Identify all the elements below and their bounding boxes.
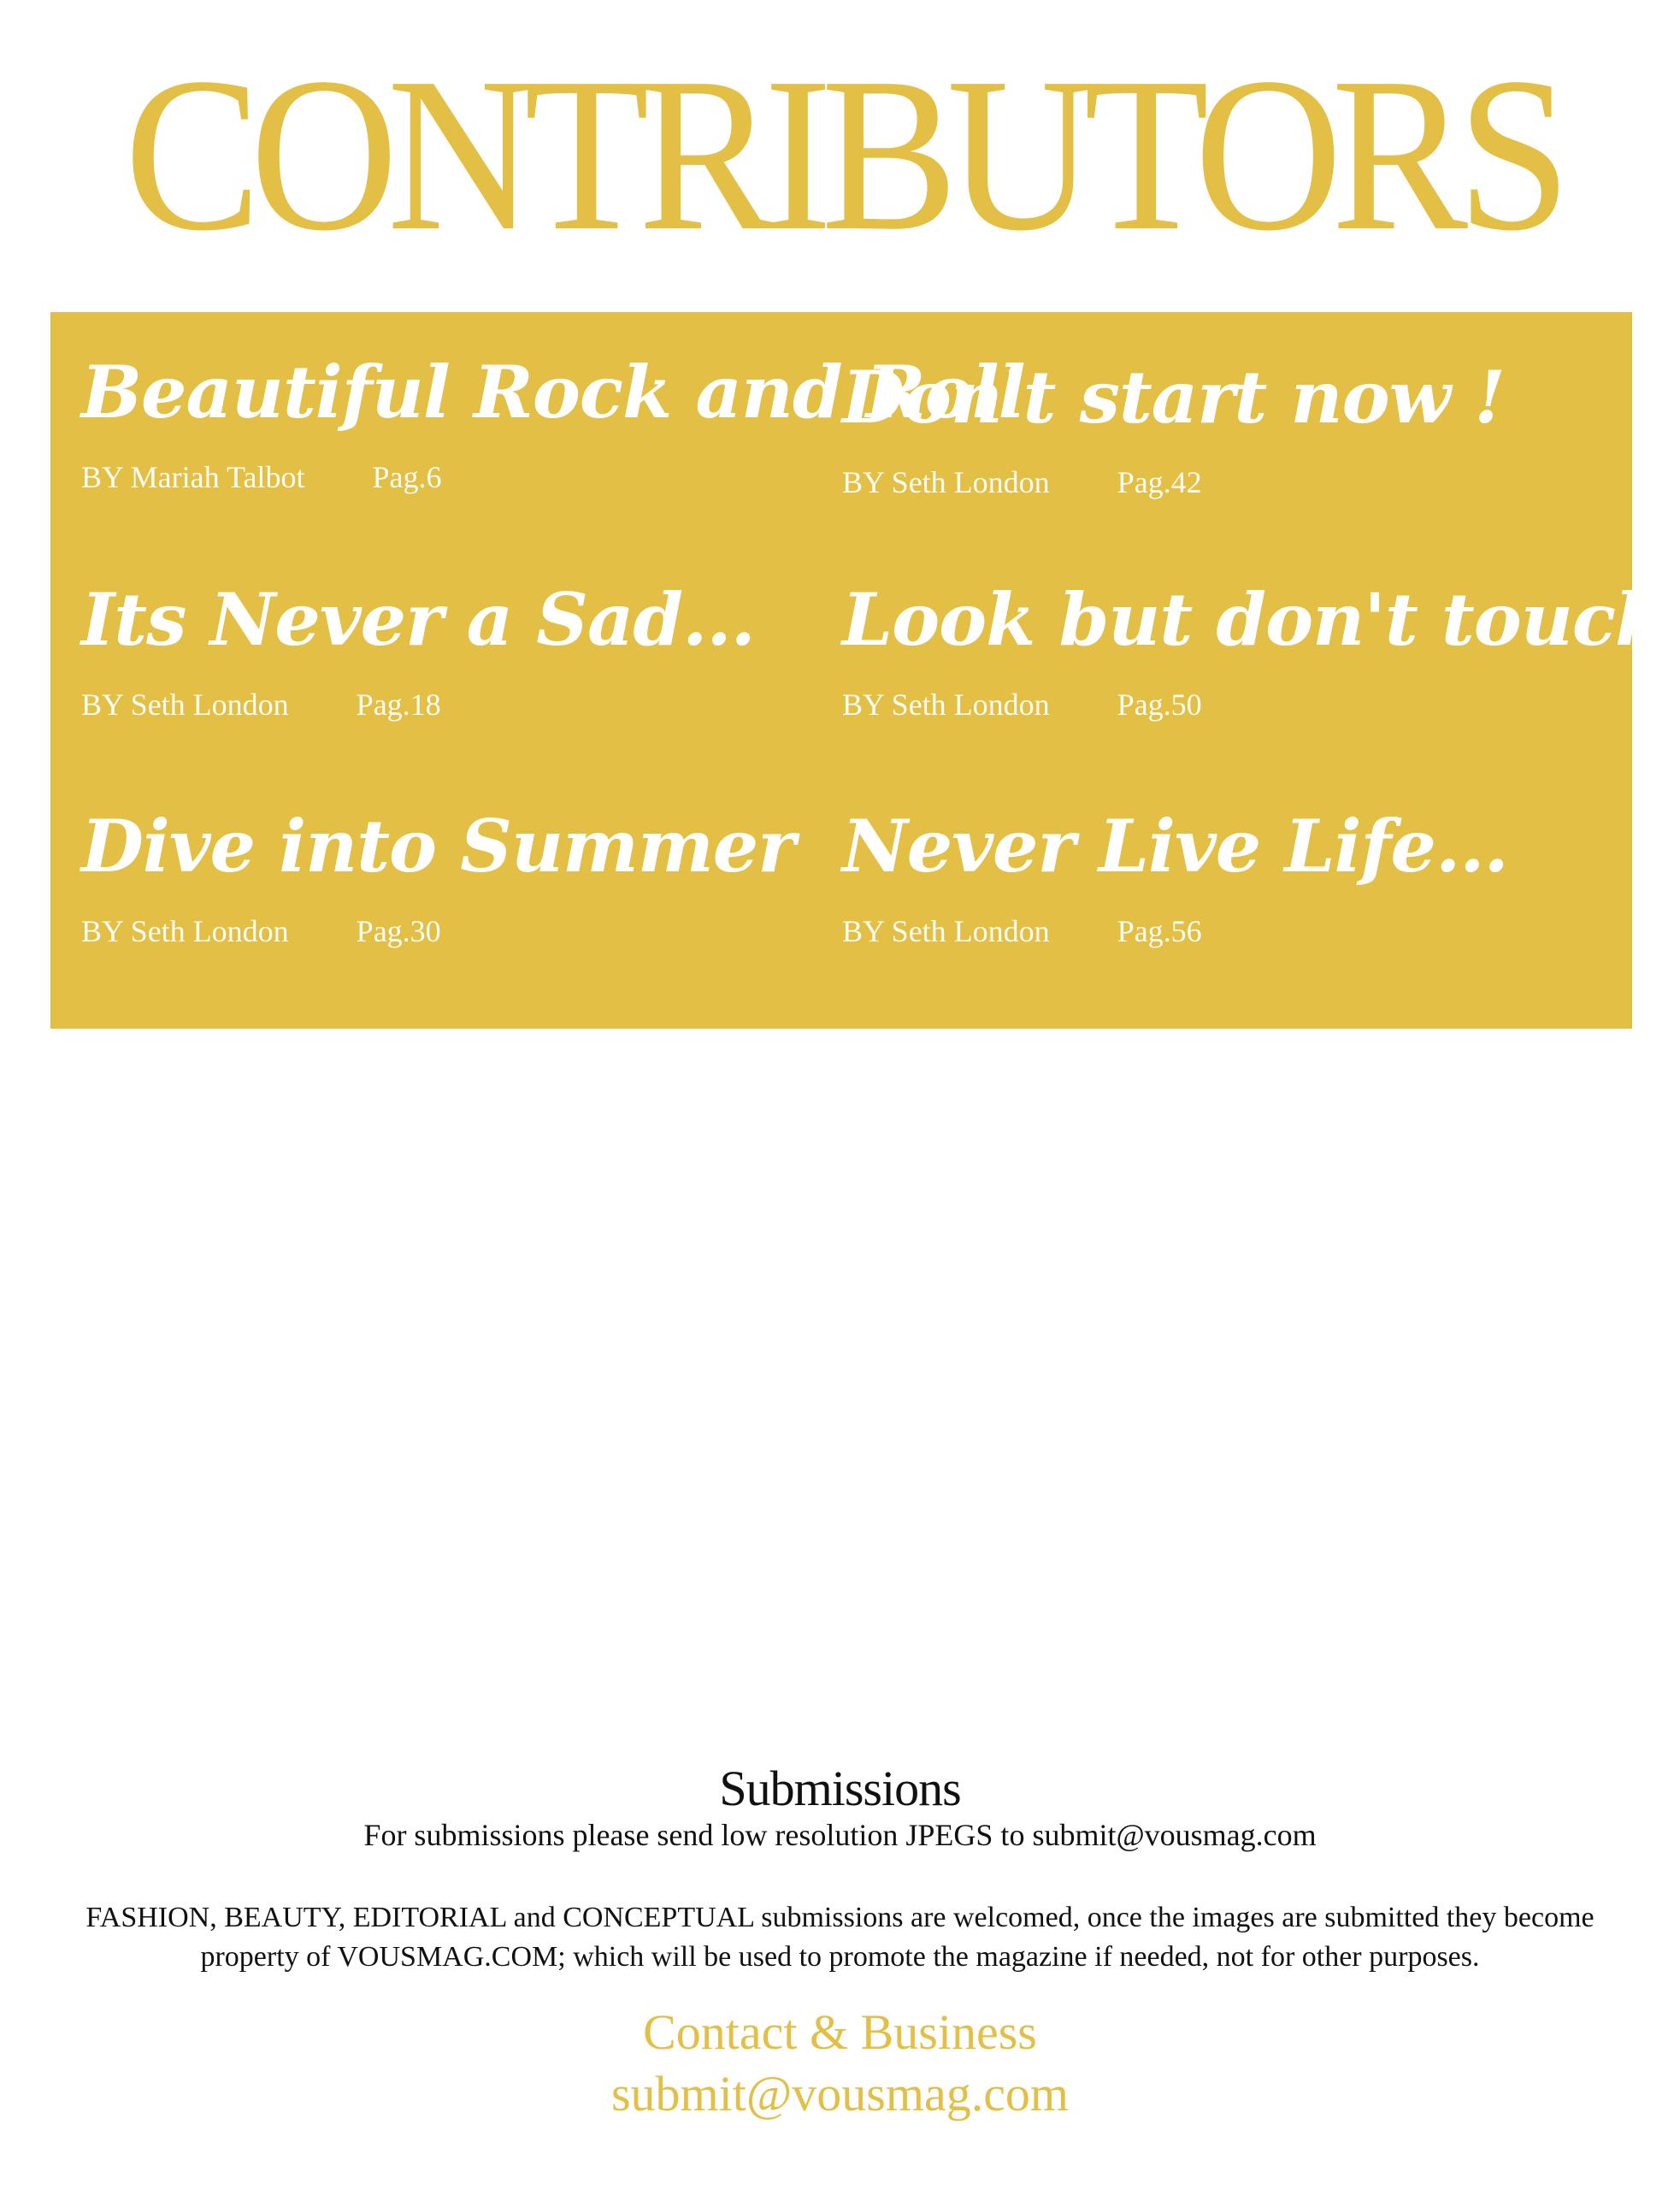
article-author: BY Seth London	[842, 687, 1050, 722]
article-entry-look-but-dont-touch	[842, 577, 1667, 723]
submissions-heading: Submissions	[719, 1761, 961, 1816]
article-entry-dont-start-now	[842, 355, 1586, 500]
submissions-instructions: For submissions please send low resolution JPEGS to submit@vousmag.com	[363, 1818, 1317, 1852]
article-page: Pag.6	[372, 460, 442, 494]
article-author: BY Seth London	[81, 687, 289, 722]
article-page: Pag.30	[356, 914, 441, 948]
article-meta	[842, 913, 1586, 949]
article-page: Pag.18	[356, 687, 441, 722]
article-meta	[842, 464, 1586, 500]
article-entry-its-never-a-sad	[81, 577, 825, 723]
article-entry-dive-into-summer	[81, 804, 825, 949]
article-entry-never-live-life	[842, 804, 1586, 949]
article-author: BY Seth London	[842, 914, 1050, 948]
article-author: BY Seth London	[81, 914, 289, 948]
article-meta	[81, 913, 825, 949]
article-title: Don't start now !	[842, 355, 1506, 440]
contents-panel	[50, 312, 1667, 1029]
article-page: Pag.56	[1117, 914, 1202, 948]
article-title: Beautiful Rock and Roll	[81, 350, 1025, 434]
article-author: BY Seth London	[842, 465, 1050, 499]
page-title: CONTRIBUTORS	[124, 32, 1560, 276]
article-author: BY Mariah Talbot	[81, 460, 305, 494]
article-page: Pag.42	[1117, 465, 1202, 499]
contact-heading: Contact & Business	[643, 2004, 1037, 2060]
article-title: Look but don't touch	[842, 577, 1667, 662]
article-title: Never Live Life...	[842, 804, 1508, 888]
article-title: Its Never a Sad...	[81, 577, 755, 662]
article-meta	[842, 687, 1586, 723]
article-page: Pag.50	[1117, 687, 1202, 722]
article-title: Dive into Summer	[81, 804, 795, 888]
submissions-policy: FASHION, BEAUTY, EDITORIAL and CONCEPTUAL submissions are welcomed, once the images are submitted they become property of VOUSMAG.COM; which will be used to promote the magazine if needed, not for other purposes.	[85, 1902, 1595, 1973]
article-meta	[81, 687, 825, 723]
contact-email: submit@vousmag.com	[610, 2066, 1070, 2121]
article-meta	[81, 459, 825, 495]
